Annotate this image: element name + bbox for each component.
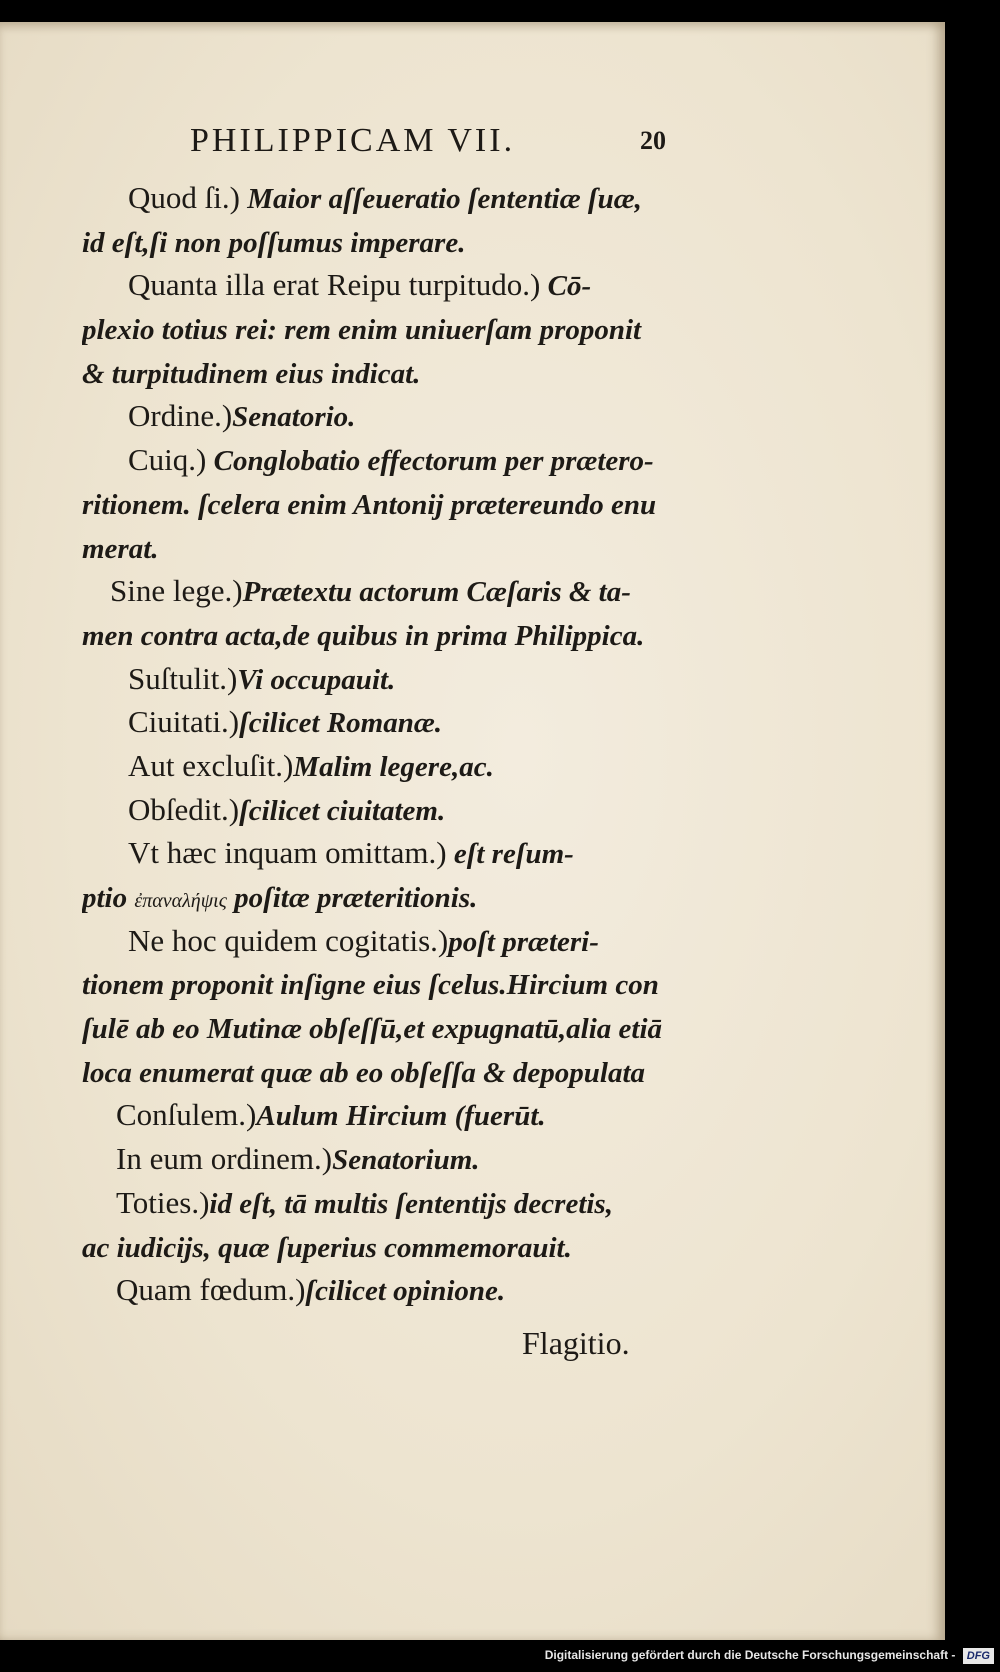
lemma: Vt hæc inquam omittam.) bbox=[128, 835, 447, 871]
gloss: poſt præteri- bbox=[448, 925, 599, 958]
lemma: Ciuitati.) bbox=[128, 704, 240, 740]
text-line bbox=[82, 438, 712, 482]
gloss: ritionem. ſcelera enim Antonij prætereundo enu bbox=[82, 488, 657, 521]
dfg-logo: DFG bbox=[963, 1648, 994, 1664]
text-line bbox=[82, 1225, 712, 1269]
gloss: ac iudicijs, quæ ſuperius commemorauit. bbox=[82, 1231, 572, 1264]
text-line bbox=[82, 526, 712, 570]
lemma: Toties.) bbox=[116, 1184, 210, 1220]
lemma: Suſtulit.) bbox=[128, 660, 238, 696]
text-line bbox=[82, 220, 712, 264]
gloss: & turpitudinem eius indicat. bbox=[82, 357, 421, 390]
text-line bbox=[82, 394, 712, 438]
text-line bbox=[82, 1050, 712, 1094]
gloss: ſulē ab eo Mutinæ obſeſſū,et expugnatū,alia etiā bbox=[82, 1013, 662, 1046]
text-line bbox=[82, 1093, 712, 1137]
text-line bbox=[82, 962, 712, 1006]
gloss: men contra acta,de quibus in prima Philippica. bbox=[82, 619, 645, 652]
commentary-text bbox=[82, 176, 712, 1312]
gloss: poſitæ præteritionis. bbox=[226, 882, 478, 914]
lemma: Quam fœdum.) bbox=[116, 1272, 306, 1308]
gloss: ptio bbox=[82, 882, 135, 914]
text-line bbox=[82, 613, 712, 657]
text-line bbox=[82, 351, 712, 395]
gloss: id eſt,ſi non poſſumus imperare. bbox=[82, 226, 466, 259]
gloss: Vi occupauit. bbox=[237, 663, 396, 696]
gloss: Malim legere,ac. bbox=[293, 750, 494, 783]
text-line bbox=[82, 569, 712, 613]
text-line bbox=[82, 788, 712, 832]
lemma: Ordine.) bbox=[128, 398, 233, 434]
text-line bbox=[82, 1137, 712, 1181]
text-line bbox=[82, 875, 712, 919]
gloss: Conglobatio effectorum per prætero- bbox=[206, 445, 654, 478]
text-line bbox=[82, 657, 712, 701]
gloss: ſcilicet ciuitatem. bbox=[239, 794, 446, 827]
text-line bbox=[82, 263, 712, 307]
lemma: Obſedit.) bbox=[128, 791, 240, 827]
lemma: In eum ordinem.) bbox=[116, 1141, 333, 1177]
text-line bbox=[82, 482, 712, 526]
gloss: eſt reſum- bbox=[446, 838, 574, 871]
gloss: merat. bbox=[82, 532, 159, 565]
lemma: Ne hoc quidem cogitatis.) bbox=[128, 922, 449, 958]
text-line bbox=[82, 831, 712, 875]
gloss: Senatorio. bbox=[232, 401, 356, 434]
gloss: Prætextu actorum Cæſaris & ta- bbox=[242, 576, 631, 609]
gloss: Aulum Hircium (fuerūt. bbox=[256, 1100, 546, 1133]
gloss: Cō- bbox=[540, 270, 592, 303]
text-line bbox=[82, 307, 712, 351]
lemma: Quanta illa erat Reipu turpitudo.) bbox=[128, 267, 541, 303]
text-line bbox=[82, 1181, 712, 1225]
gloss: ſcilicet opinione. bbox=[305, 1275, 506, 1308]
credit-text: Digitalisierung gefördert durch die Deutsche Forschungsgemeinschaft - bbox=[544, 1648, 956, 1662]
text-line bbox=[82, 1268, 712, 1312]
gloss: Senatorium. bbox=[332, 1144, 480, 1177]
gloss: id eſt, tā multis ſententijs decretis, bbox=[209, 1187, 613, 1220]
text-line bbox=[82, 919, 712, 963]
text-line bbox=[82, 176, 712, 220]
gloss: plexio totius rei: rem enim uniuerſam proponit bbox=[82, 314, 642, 347]
gloss: ſcilicet Romanæ. bbox=[239, 707, 443, 740]
gloss: loca enumerat quæ ab eo obſeſſa & depopulata bbox=[82, 1056, 646, 1089]
text-line bbox=[82, 700, 712, 744]
text-line bbox=[82, 744, 712, 788]
digitization-credit bbox=[545, 1644, 994, 1666]
book-page bbox=[0, 22, 945, 1640]
lemma: Cuiq.) bbox=[128, 442, 207, 478]
catchword: Flagitio. bbox=[522, 1325, 630, 1361]
running-title: PHILIPPICAM VII. bbox=[190, 122, 516, 159]
text-line bbox=[82, 1006, 712, 1050]
greek-term: ἐπαναλήψις bbox=[134, 890, 227, 912]
lemma: Aut excluſit.) bbox=[128, 747, 294, 783]
gloss: tionem proponit inſigne eius ſcelus.Hircium con bbox=[82, 969, 659, 1002]
gloss: Maior aſſeueratio ſententiæ ſuæ, bbox=[239, 183, 642, 215]
lemma: Sine lege.) bbox=[110, 573, 243, 609]
folio-number: 20 bbox=[640, 126, 666, 155]
lemma: Conſulem.) bbox=[116, 1097, 257, 1133]
lemma: Quod ſi.) bbox=[128, 180, 240, 215]
